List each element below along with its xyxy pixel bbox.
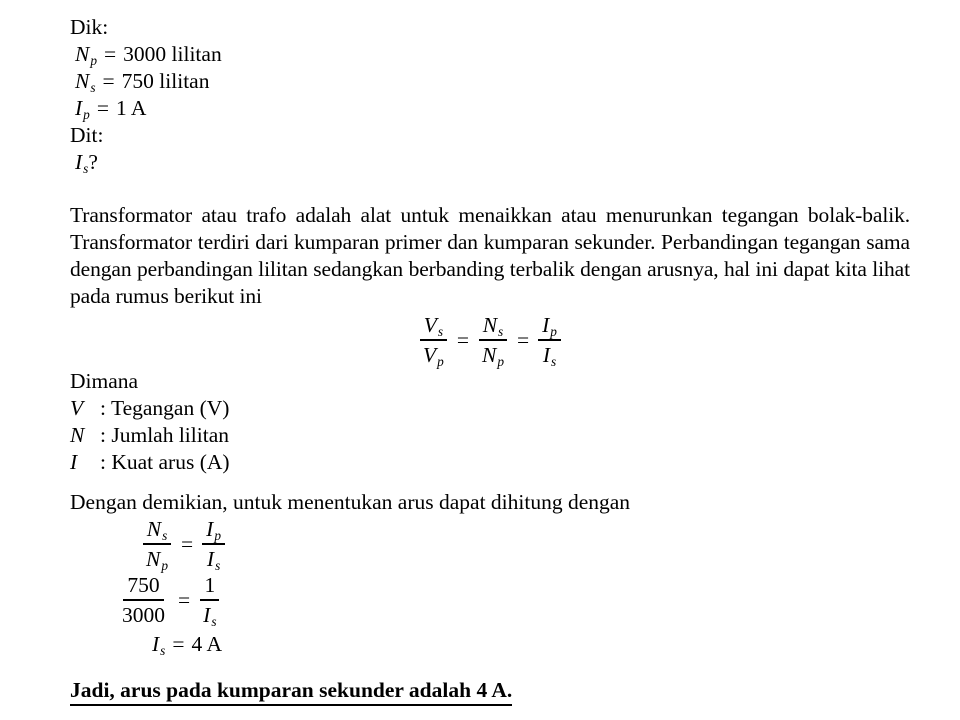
- math-symbol: [70, 422, 100, 449]
- solution-step-1: [142, 517, 910, 573]
- fraction-ns-np: [478, 313, 508, 369]
- math-symbol-letter: V: [423, 343, 437, 367]
- fraction-denominator: [539, 341, 560, 369]
- fraction-denominator: [478, 341, 508, 369]
- legend-description: : Jumlah lilitan: [100, 423, 229, 447]
- math-symbol-letter: I: [206, 547, 215, 571]
- math-symbol-letter: I: [70, 450, 78, 474]
- math-symbol: [70, 449, 100, 476]
- math-symbol-letter: N: [146, 547, 161, 571]
- math-subscript: p: [161, 557, 169, 573]
- legend-description: : Kuat arus (A): [100, 450, 230, 474]
- result-value: 4 A: [191, 632, 222, 656]
- math-symbol-letter: N: [75, 69, 90, 93]
- legend-description: : Tegangan (V): [100, 396, 230, 420]
- equals-sign: =: [181, 531, 194, 556]
- math-symbol-letter: N: [482, 313, 498, 337]
- asked-line: [75, 149, 910, 176]
- known-value: 3000 lilitan: [123, 42, 222, 66]
- asked-heading: Dit:: [70, 123, 104, 147]
- fraction-ip-is: [538, 313, 561, 369]
- known-value: 1 A: [115, 96, 147, 120]
- solution-step-3: [152, 631, 910, 658]
- known-line-ns: [75, 68, 910, 95]
- conclusion: [70, 678, 910, 706]
- known-line-np: [75, 41, 910, 68]
- math-symbol: [152, 632, 165, 656]
- math-symbol: [70, 395, 100, 422]
- known-line-ip: [75, 95, 910, 122]
- math-subscript: s: [83, 160, 89, 176]
- math-symbol: [75, 69, 96, 93]
- known-heading: Dik:: [70, 15, 109, 39]
- fraction-numerator: [202, 518, 225, 545]
- fraction-numerator: [479, 314, 508, 341]
- math-symbol-letter: I: [542, 343, 551, 367]
- math-symbol-letter: V: [423, 313, 437, 337]
- math-subscript: s: [498, 323, 504, 339]
- math-subscript: p: [90, 52, 98, 68]
- fraction-numerator: [420, 314, 447, 341]
- fraction-numerator: 1: [200, 574, 219, 601]
- solution-step-2: [118, 573, 910, 629]
- fraction-denominator: 3000: [122, 603, 165, 627]
- math-subscript: s: [160, 642, 166, 658]
- fraction-denominator: [142, 545, 172, 573]
- math-symbol-letter: N: [70, 423, 85, 447]
- math-symbol-letter: V: [70, 396, 84, 420]
- math-subscript: s: [162, 527, 168, 543]
- math-symbol: [75, 150, 88, 174]
- equals-sign: =: [172, 632, 185, 656]
- math-subscript: s: [90, 79, 96, 95]
- fraction-ip-is: [202, 517, 225, 573]
- equals-sign: =: [516, 327, 530, 352]
- fraction-ns-np: [142, 517, 172, 573]
- equals-sign: =: [456, 327, 469, 352]
- ratio-formula: [70, 313, 910, 369]
- math-subscript: p: [83, 106, 90, 122]
- legend-item-i: [70, 449, 910, 476]
- math-symbol: [75, 42, 97, 66]
- math-subscript: p: [437, 353, 444, 369]
- math-subscript: s: [215, 557, 221, 573]
- equals-sign: =: [96, 96, 109, 120]
- math-subscript: p: [214, 527, 221, 543]
- equals-sign: =: [104, 42, 117, 66]
- fraction-denominator: [419, 341, 448, 369]
- math-symbol-letter: N: [75, 42, 90, 66]
- legend-item-n: [70, 422, 910, 449]
- math-symbol-letter: I: [206, 517, 214, 541]
- legend-heading: Dimana: [70, 369, 139, 393]
- fraction-denominator: [203, 545, 224, 573]
- equals-sign: =: [102, 69, 115, 93]
- math-symbol-letter: I: [75, 150, 83, 174]
- conclusion-statement: Jadi, arus pada kumparan sekunder adalah 4 A.: [70, 678, 512, 706]
- explanation-paragraph: Transformator atau trafo adalah alat untuk menaikkan atau menurunkan tegangan bolak-balik. Transformator terdiri dari kumparan primer dan kumparan sekunder. Perbandingan tegangan sama dengan perbandingan lilitan sedangkan berbanding terbalik dengan arusnya, hal ini dapat kita lihat pada rumus berikut ini: [70, 203, 910, 308]
- math-subscript: p: [550, 323, 557, 339]
- equals-sign: =: [178, 587, 191, 612]
- math-symbol-letter: I: [75, 96, 83, 120]
- math-subscript: s: [437, 323, 444, 339]
- fraction-vs-vp: [419, 313, 448, 369]
- math-subscript: s: [211, 613, 217, 629]
- fraction-numerator: 750: [123, 574, 163, 601]
- math-symbol-letter: I: [152, 632, 160, 656]
- fraction-numerator: [538, 314, 561, 341]
- math-subscript: s: [551, 353, 557, 369]
- legend-item-v: [70, 395, 910, 422]
- question-mark: ?: [88, 150, 98, 174]
- math-symbol-letter: I: [203, 603, 211, 627]
- known-value: 750 lilitan: [121, 69, 210, 93]
- fraction-750-3000: [118, 574, 169, 626]
- math-symbol-letter: N: [481, 343, 497, 367]
- math-subscript: p: [497, 353, 504, 369]
- math-symbol-letter: I: [542, 313, 550, 337]
- solution-intro: Dengan demikian, untuk menentukan arus dapat dihitung dengan: [70, 490, 631, 514]
- fraction-numerator: [143, 518, 172, 545]
- fraction-denominator: [199, 601, 220, 629]
- fraction-1-is: [199, 573, 220, 629]
- math-symbol: [75, 96, 90, 120]
- math-symbol-letter: N: [146, 517, 162, 541]
